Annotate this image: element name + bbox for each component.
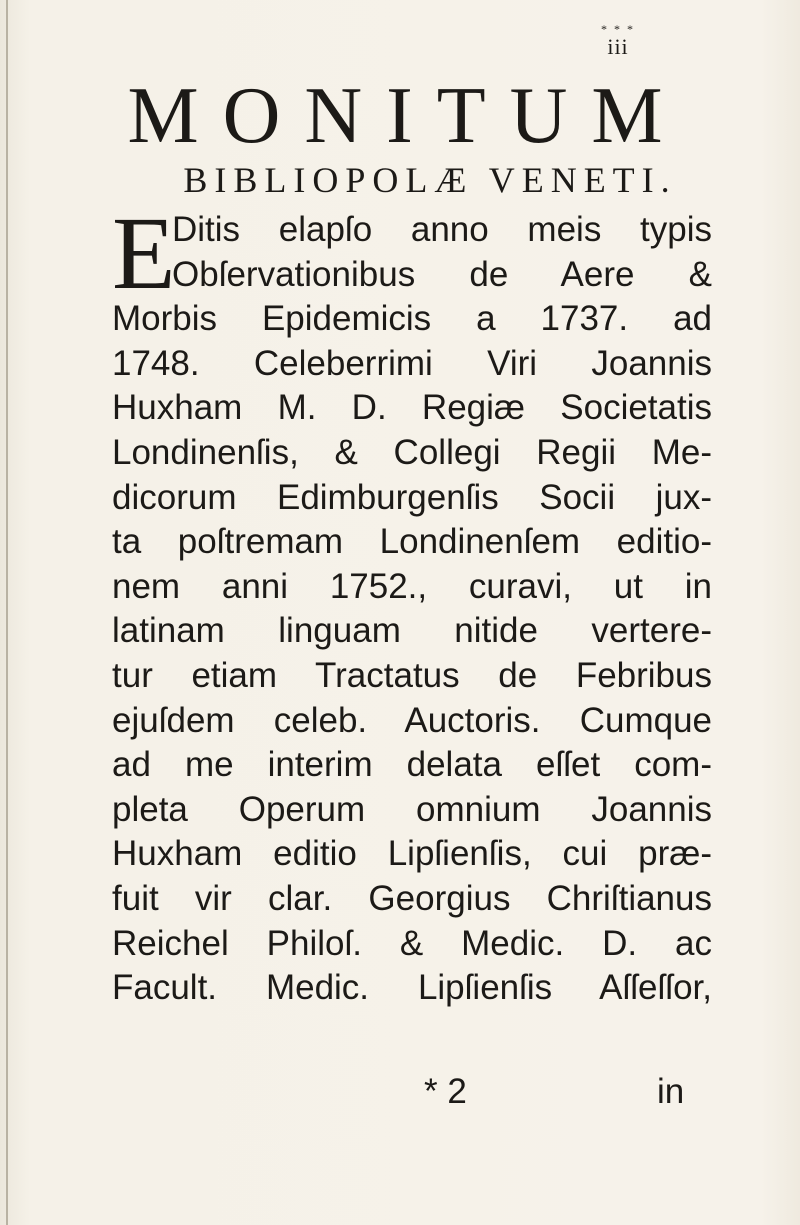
text-line: latinam linguam nitide vertere- (112, 611, 712, 651)
text-line: 1748. Celeberrimi Viri Joannis (112, 343, 712, 383)
catchword: in (657, 1072, 685, 1111)
text-line: Reichel Philoſ. & Medic. D. ac (112, 923, 712, 963)
text-line: ta poſtremam Londinenſem editio- (112, 522, 712, 562)
text-line-content: Ditis elapſo anno meis typis (172, 210, 712, 249)
text-line: ejuſdem celeb. Auctoris. Cumque (112, 700, 712, 740)
signature-mark: * 2 (424, 1072, 467, 1111)
text-line: Morbis Epidemicis a 1737. ad (112, 299, 712, 339)
text-line: Facult. Medic. Lipſienſis Aſſeſſor, (112, 968, 712, 1008)
text-line: Huxham editio Lipſienſis, cui præ- (112, 834, 712, 874)
text-line: fuit vir clar. Georgius Chriſtianus (112, 878, 712, 918)
text-line: Huxham M. D. Regiæ Societatis (112, 388, 712, 428)
text-line: nem anni 1752., curavi, ut in (112, 566, 712, 606)
page-title: MONITUM (127, 72, 687, 160)
text-line: ad me interim delata eſſet com- (112, 745, 712, 785)
text-line: pleta Operum omnium Joannis (112, 789, 712, 829)
folio (588, 22, 648, 58)
drop-cap: E (112, 196, 176, 311)
text-line-content: Obſervationibus de Aere & (172, 254, 712, 294)
folio-ornament: * * * (601, 22, 635, 36)
page-subtitle: BIBLIOPOLÆ VENETI. (183, 160, 677, 200)
text-line: Londinenſis, & Collegi Regii Me- (112, 432, 712, 472)
body-text (112, 196, 712, 1011)
text-line (112, 253, 712, 298)
text-line: tur etiam Tractatus de Febribus (112, 655, 712, 695)
text-line: dicorum Edimburgenſis Socii jux- (112, 477, 712, 517)
page-number: iii (607, 34, 629, 59)
